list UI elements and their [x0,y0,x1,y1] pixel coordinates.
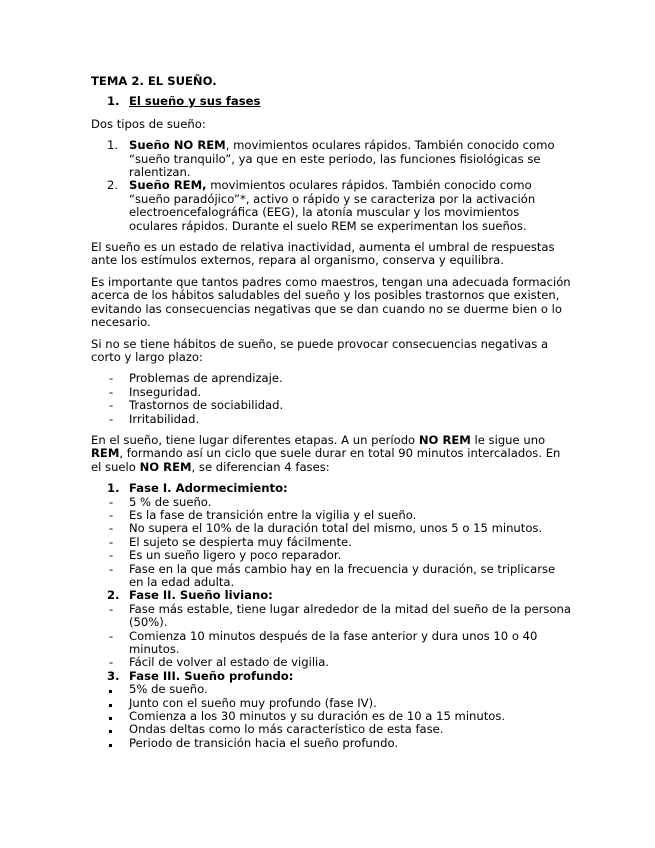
phase-title: Fase I. Adormecimiento: [129,481,288,496]
list-item: Periodo de transición hacia el sueño profundo. [91,737,571,750]
bullet-marker [109,717,112,720]
section-number: 1. [107,94,120,109]
phase-number: 2. [107,588,120,603]
item-number: 1. [107,138,119,153]
list-item: Junto con el sueño muy profundo (fase IV). [91,697,571,710]
bullet-marker [109,704,112,707]
list-item: - Es un sueño ligero y poco reparador. [109,548,342,563]
list-item: - Trastornos de sociabilidad. [91,399,571,412]
item-term: Sueño REM, [129,178,207,193]
item-text: , movimientos oculares rápidos. También conocido como “sueño tranquilo”, ya que en este periodo, las funciones fisiológicas se ralentizan. [129,138,555,180]
dash-marker: - [109,384,114,399]
consequences-list [91,372,571,426]
list-item: - No supera el 10% de la duración total del mismo, unos 5 o 15 minutos. [109,521,543,536]
list-item: - Fase en la que más cambio hay en la frecuencia y duración, se triplicarse en la edad adulta. [109,561,556,589]
sleep-types-list [91,139,571,233]
list-item [91,139,571,179]
document-title: TEMA 2. EL SUEÑO. [91,74,217,88]
phase-items [91,683,571,750]
item-term: Sueño NO REM [129,138,226,153]
paragraph: Es importante que tantos padres como maestros, tengan una adecuada formación acerca de los hábitos saludables del sueño y los posibles trastornos que existen, evitando las consecuencias negativas que se dan cuando no se duerme bien o lo necesario. [91,274,571,330]
dash-marker: - [109,398,114,413]
list-item: - Problemas de aprendizaje. [91,372,571,385]
paragraph: El sueño es un estado de relativa inactividad, aumenta el umbral de respuestas ante los estímulos externos, repara al organismo, conserva y equilibra. [91,240,555,268]
phase-heading [91,482,571,495]
intro-text: Dos tipos de sueño: [91,116,206,131]
list-item: - Irritabilidad. [91,413,571,426]
document-page [91,75,571,750]
list-item: 5% de sueño. [91,683,571,696]
bullet-marker [109,690,112,693]
bullet-marker [109,730,112,733]
list-item: - Fase más estable, tiene lugar alrededor de la mitad del sueño de la persona (50%). [109,601,571,630]
list-item: - El sujeto se despierta muy fácilmente. [109,534,352,549]
section-heading [91,95,571,108]
bullet-marker [109,744,112,747]
paragraph: En el sueño, tiene lugar diferentes etapas. A un período NO REM le sigue uno REM, formando así un ciclo que suele durar en total 90 minutos intercalados. En el suelo NO REM, se diferencian 4 fases: [91,432,561,474]
list-item: - 5 % de sueño. [109,494,212,509]
phase-items [91,496,571,590]
item-number: 2. [107,178,119,193]
list-item: Ondas deltas como lo más característico de esta fase. [91,723,571,736]
list-item: - Fácil de volver al estado de vigilia. [109,655,330,670]
list-item: - Inseguridad. [91,386,571,399]
section-title: El sueño y sus fases [129,94,261,109]
phase-title: Fase II. Sueño liviano: [129,588,273,603]
dash-marker: - [109,411,114,426]
phase-title: Fase III. Sueño profundo: [129,668,294,683]
list-item [91,179,571,233]
list-item: - Comienza 10 minutos después de la fase anterior y dura unos 10 o 40 minutos. [109,628,538,657]
list-item: - Es la fase de transición entre la vigilia y el sueño. [109,507,417,522]
phase-number: 1. [107,481,120,496]
phase-items [91,603,571,670]
list-item: Comienza a los 30 minutos y su duración es de 10 a 15 minutos. [91,710,571,723]
phase-number: 3. [107,668,120,683]
paragraph: Si no se tiene hábitos de sueño, se puede provocar consecuencias negativas a corto y largo plazo: [91,336,549,364]
dash-marker: - [109,371,114,386]
phase-heading [91,589,571,602]
phase-heading [91,670,571,683]
item-text: movimientos oculares rápidos. También conocido como “sueño paradójico”*, activo o rápido y se caracteriza por la activación electroencefalográfica (EEG), la atonía muscular y los movimientos oculares rápidos. Durante el suelo REM se experimentan los sueños. [129,178,536,233]
